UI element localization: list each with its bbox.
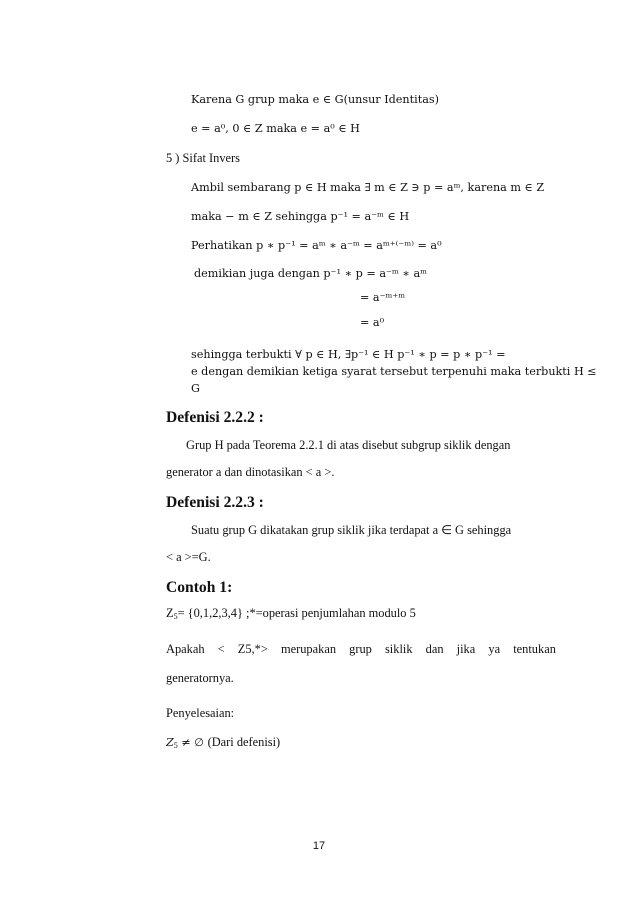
subsection-title-sifat-invers: 5 ) Sifat Invers — [166, 151, 240, 165]
example-set-definition: $Z_5= \{0,1,2,3,4\}$ ;*=operasi penjumlahan modulo 5 — [166, 606, 416, 621]
proof-line-take-element: Ambil sembarang p ∈ H maka ∃ m ∈ Z ∋ p = aᵐ, karena m ∈ Z — [191, 181, 545, 194]
proof-line-conclusion-2: e dengan demikian ketiga syarat tersebut terpenuhi maka terbukti H ≤ — [191, 365, 597, 378]
proof-line-exponent-sum: = a⁻ᵐ⁺ᵐ — [360, 291, 406, 304]
def-2-2-2-line-2: generator a dan dinotasikan < a >. — [166, 465, 335, 479]
proof-line-likewise: demikian juga dengan p⁻¹ ∗ p = a⁻ᵐ ∗ aᵐ — [194, 267, 427, 280]
proof-line-inverse: maka − m ∈ Z sehingga p⁻¹ = a⁻ᵐ ∈ H — [191, 210, 410, 223]
def-2-2-2-line-1: Grup H pada Teorema 2.2.1 di atas disebut subgrup siklik dengan — [186, 438, 511, 452]
proof-line-identity: Karena G grup maka e ∈ G(unsur Identitas) — [191, 93, 439, 106]
page-number: 17 — [312, 840, 326, 852]
def-2-2-3-line-2: < a >=G. — [166, 550, 211, 564]
example-question-line-2: generatornya. — [166, 671, 234, 685]
heading-defenisi-2-2-3: Defenisi 2.2.3 : — [166, 494, 264, 511]
proof-line-product: Perhatikan p ∗ p⁻¹ = aᵐ ∗ a⁻ᵐ = aᵐ⁺⁽⁻ᵐ⁾ = a⁰ — [191, 239, 442, 252]
proof-line-zero-power: = a⁰ — [360, 316, 385, 329]
heading-defenisi-2-2-2: Defenisi 2.2.2 : — [166, 409, 264, 426]
proof-line-conclusion: sehingga terbukti ∀ p ∈ H, ∃p⁻¹ ∈ H p⁻¹ ∗ p = p ∗ p⁻¹ = — [191, 348, 506, 361]
solution-label: Penyelesaian: — [166, 706, 235, 720]
proof-line-conclusion-3: G — [191, 382, 200, 395]
proof-line-identity-power: e = a⁰, 0 ∈ Z maka e = a⁰ ∈ H — [191, 122, 360, 135]
solution-line-1: $Z_5$ ≠ ∅ (Dari defenisi) — [166, 735, 281, 750]
example-question-line-1: Apakah < Z5,*> merupakan grup siklik dan jika ya tentukan — [166, 642, 556, 656]
def-2-2-3-line-1: Suatu grup G dikatakan grup siklik jika terdapat a ∈ G sehingga — [191, 523, 512, 537]
heading-contoh-1: Contoh 1: — [166, 579, 233, 596]
